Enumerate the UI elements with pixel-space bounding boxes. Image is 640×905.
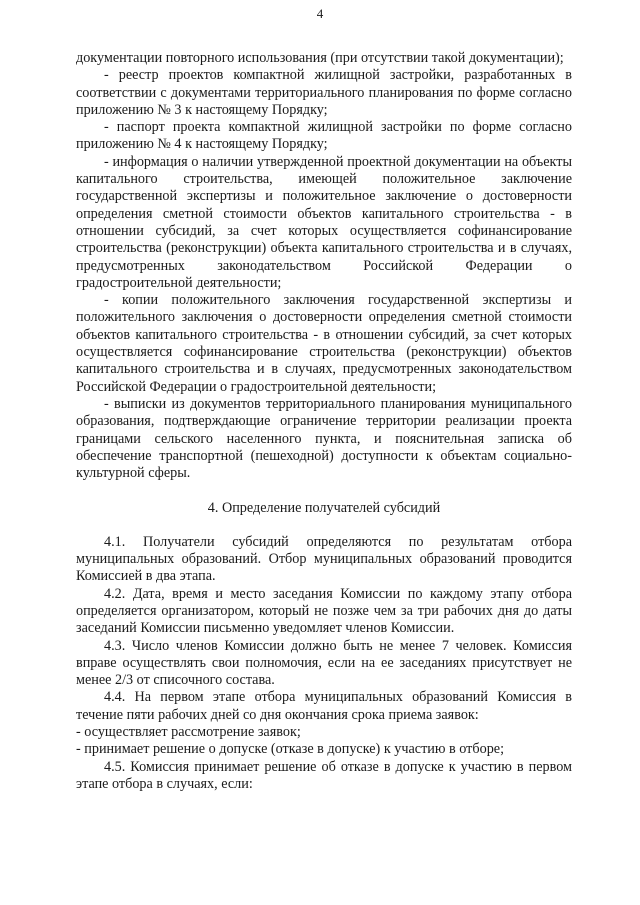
list-item: - копии положительного заключения государственной экспертизы и положительного заключения о достоверности определения сметной стоимости объектов капитального строительства - в отношении субсидий, за счет которых осуществляется софинансирование строительства (реконструкции) объектов капитального строительства и в случаях, предусмотренных законодательством Российской Федерации о градостроительной деятельности; [76,292,572,395]
paragraph: 4.1. Получатели субсидий определяются по результатам отбора муниципальных образований. Отбор муниципальных образований проводится Комиссией в два этапа. [76,533,572,585]
list-item: - выписки из документов территориального планирования муниципального образования, подтверждающие ограничение территории реализации проекта границами сельского населенного пункта, и пояснительная записка об обеспечение транспортной (пешеходной) доступности к объектам социально-культурной сферы. [76,395,572,482]
list-item: - осуществляет рассмотрение заявок; [76,723,301,740]
document-body [76,50,572,793]
list-item: - информация о наличии утвержденной проектной документации на объекты капитального строительства, имеющей положительное заключение государственной экспертизы и положительное заключение о достоверности определения сметной стоимости объектов капитального строительства - в отношении субсидий, за счет которых осуществляется софинансирование строительства (реконструкции) объекта капитального строительства и в случаях, предусмотренных законодательством Российской Федерации о градостроительной деятельности; [76,153,572,291]
list-item: - паспорт проекта компактной жилищной застройки по форме согласно приложению № 4 к настоящему Порядку; [76,119,572,153]
page-number: 4 [316,6,324,21]
paragraph: документации повторного использования (при отсутствии такой документации); [76,50,564,66]
paragraph: 4.3. Число членов Комиссии должно быть не менее 7 человек. Комиссия вправе осуществлять свои полномочия, если на ее заседаниях присутствует не менее 2/3 от списочного состава. [76,637,572,689]
paragraph: 4.5. Комиссия принимает решение об отказе в допуске к участию в первом этапе отбора в случаях, если: [76,758,572,792]
paragraph: 4.4. На первом этапе отбора муниципальных образований Комиссия в течение пяти рабочих дней со дня окончания срока приема заявок: [76,689,572,723]
paragraph: 4.2. Дата, время и место заседания Комиссии по каждому этапу отбора определяется организатором, который не позже чем за три рабочих дня до даты заседаний Комиссии письменно уведомляет членов Комиссии. [76,585,572,637]
list-item: - принимает решение о допуске (отказе в допуске) к участию в отборе; [76,741,505,758]
list-item: - реестр проектов компактной жилищной застройки, разработанных в соответствии с документами территориального планирования по форме согласно приложению № 3 к настоящему Порядку; [76,67,572,118]
section-heading: 4. Определение получателей субсидий [207,500,441,517]
